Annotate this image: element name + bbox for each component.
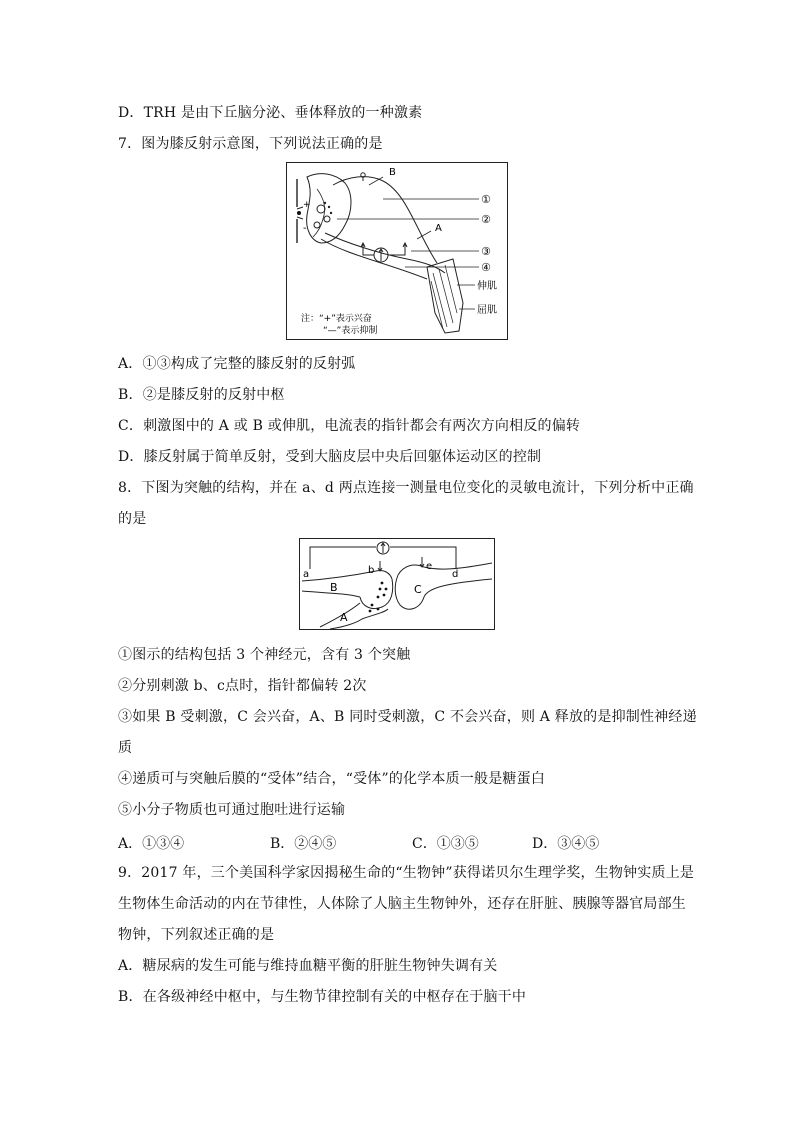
synapse-figure	[299, 538, 495, 630]
question-9-stem-2: 生物体生命活动的内在节律性，人体除了人脑主生物钟外，还存在肝脏、胰腺等器官局部生	[118, 896, 686, 912]
fig2-label-a: a	[303, 569, 310, 580]
fig2-label-C: C	[414, 583, 422, 596]
q8-option-d: D．③④⑤	[532, 836, 600, 852]
fig1-circle-1: ①	[481, 193, 491, 206]
statement-5: ⑤小分子物质也可通过胞吐进行运输	[118, 802, 346, 818]
statement-2: ②分别刺激 b、c点时，指针都偏转 2次	[118, 678, 367, 694]
fig1-plus-sign: +	[303, 200, 311, 210]
q7-option-d: D．膝反射属于简单反射，受到大脑皮层中央后回躯体运动区的控制	[118, 449, 542, 465]
q7-option-c: C．刺激图中的 A 或 B 或伸肌，电流表的指针都会有两次方向相反的偏转	[118, 418, 581, 434]
fig1-circle-2: ②	[481, 213, 491, 226]
q8-option-b: B．②④⑤	[270, 836, 337, 852]
q6-option-d: D．TRH 是由下丘脑分泌、垂体释放的一种激素	[118, 105, 423, 121]
question-8-stem-cont: 的是	[118, 511, 147, 527]
fig1-minus-sign: -	[303, 223, 307, 234]
statement-1: ①图示的结构包括 3 个神经元，含有 3 个突触	[118, 647, 411, 663]
fig1-extensor-label: 伸肌	[477, 281, 497, 292]
q9-option-b: B．在各级神经中枢中，与生物节律控制有关的中枢存在于脑干中	[118, 989, 527, 1005]
statement-4: ④递质可与突触后膜的“受体”结合，“受体”的化学本质一般是糖蛋白	[118, 771, 546, 787]
fig2-label-d: d	[452, 569, 459, 580]
synapse-diagram	[300, 539, 494, 629]
q9-option-a: A．糖尿病的发生可能与维持血糖平衡的肝脏生物钟失调有关	[118, 958, 498, 974]
q7-option-b: B．②是膝反射的反射中枢	[118, 387, 285, 403]
fig1-circle-4: ④	[481, 261, 491, 274]
question-7-stem: 7．图为膝反射示意图，下列说法正确的是	[118, 136, 383, 152]
fig2-label-B: B	[330, 581, 338, 594]
q7-option-a: A．①③构成了完整的膝反射的反射弧	[118, 356, 356, 372]
question-9-stem-3: 物钟，下列叙述正确的是	[118, 927, 275, 943]
knee-reflex-figure	[286, 162, 508, 340]
q8-options	[118, 833, 678, 851]
fig1-note-line2: “—”表示抑制	[323, 326, 378, 336]
fig1-circle-3: ③	[481, 245, 491, 258]
q8-option-c: C．①③⑤	[412, 836, 479, 852]
fig1-flexor-label: 屈肌	[477, 305, 497, 316]
fig1-label-a: A	[435, 223, 442, 234]
knee-reflex-diagram	[287, 163, 507, 339]
fig2-label-b: b	[368, 565, 375, 576]
fig1-note-line1: 注：“+”表示兴奋	[301, 314, 372, 324]
q8-option-a: A．①③④	[118, 836, 185, 852]
fig1-label-b: B	[389, 167, 396, 178]
question-8-stem: 8．下图为突触的结构，并在 a、d 两点连接一测量电位变化的灵敏电流计，下列分析中正确	[118, 480, 694, 496]
question-9-stem-1: 9．2017 年，三个美国科学家因揭秘生命的“生物钟”获得诺贝尔生理学奖，生物钟实质上是	[118, 865, 695, 881]
fig2-label-A: A	[340, 611, 348, 624]
statement-3-cont: 质	[118, 740, 133, 756]
fig2-label-e: e	[426, 561, 433, 572]
statement-3: ③如果 B 受刺激，C 会兴奋，A、B 同时受刺激，C 不会兴奋，则 A 释放的是抑制性神经递	[118, 709, 697, 725]
